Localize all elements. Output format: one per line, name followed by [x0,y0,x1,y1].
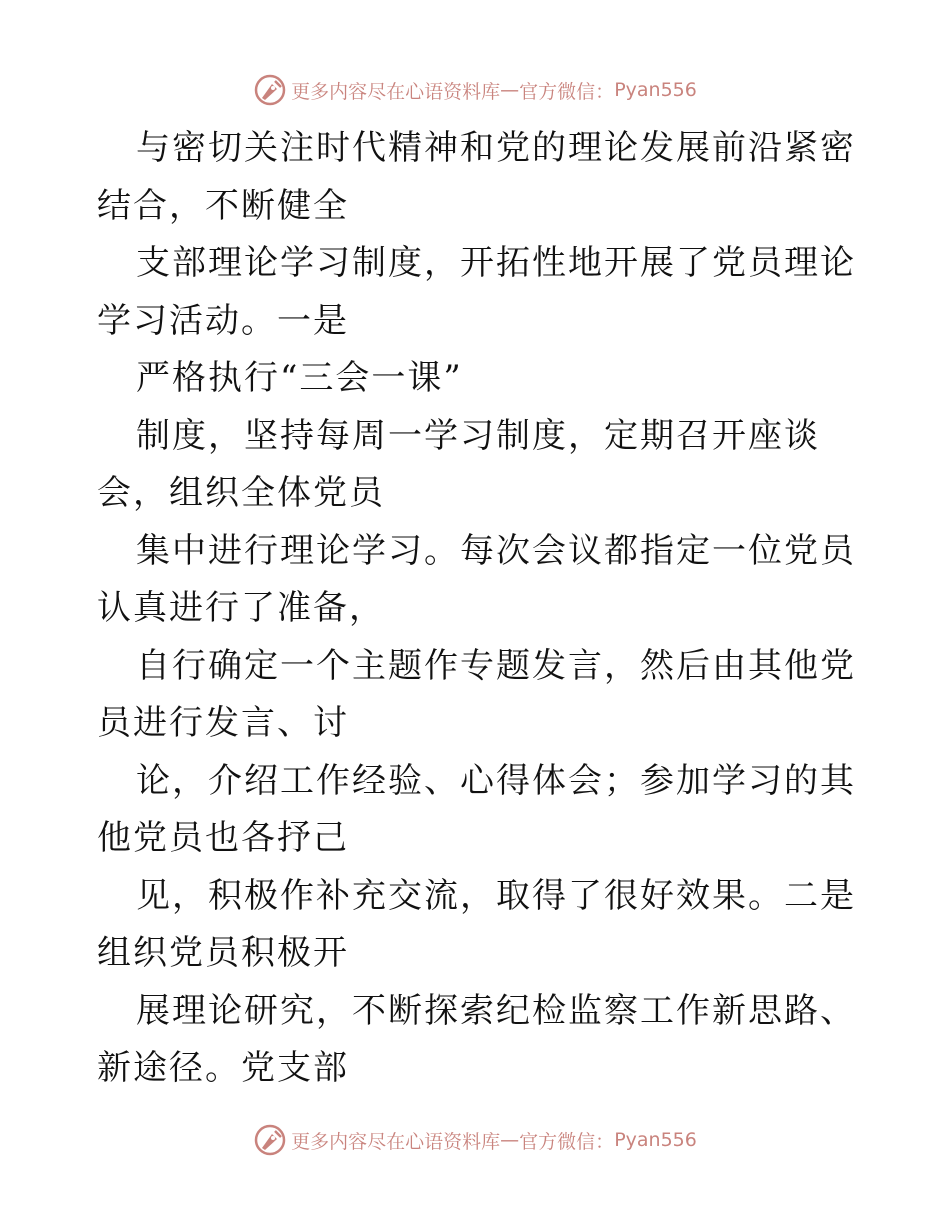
paragraph: 集中进行理论学习。每次会议都指定一位党员认真进行了准备， [97,530,856,628]
footer-watermark [0,1120,950,1160]
paragraph: 严格执行“三会一课” [136,358,463,398]
paragraph: 论，介绍工作经验、心得体会；参加学习的其他党员也各抒己 [97,760,856,858]
watermark-main-text: 更多内容尽在心语资料库 [291,1130,501,1153]
paragraph: 支部理论学习制度，开拓性地开展了党员理论学习活动。一是 [97,243,856,341]
watermark-main-text: 更多内容尽在心语资料库 [291,80,501,103]
paragraph: 见，积极作补充交流，取得了很好效果。二是组织党员积极开 [97,875,856,973]
paragraph: 与密切关注时代精神和党的理论发展前沿紧密结合，不断健全 [97,128,856,226]
header-watermark [0,70,950,110]
watermark-wechat-id: Pyan556 [614,1129,697,1151]
watermark-separator: — [500,79,520,101]
pen-nib-logo-icon [253,73,287,107]
paragraph: 制度，坚持每周一学习制度，定期召开座谈会，组织全体党员 [97,415,820,513]
watermark-sub-text: 官方微信： [519,1130,615,1153]
watermark-separator: — [500,1129,520,1151]
watermark-sub-text: 官方微信： [519,80,615,103]
document-body [97,120,857,1098]
pen-nib-logo-icon [253,1123,287,1157]
paragraph: 展理论研究，不断探索纪检监察工作新思路、新途径。党支部 [97,990,856,1088]
paragraph: 自行确定一个主题作专题发言，然后由其他党员进行发言、讨 [97,645,856,743]
watermark-wechat-id: Pyan556 [614,79,697,101]
